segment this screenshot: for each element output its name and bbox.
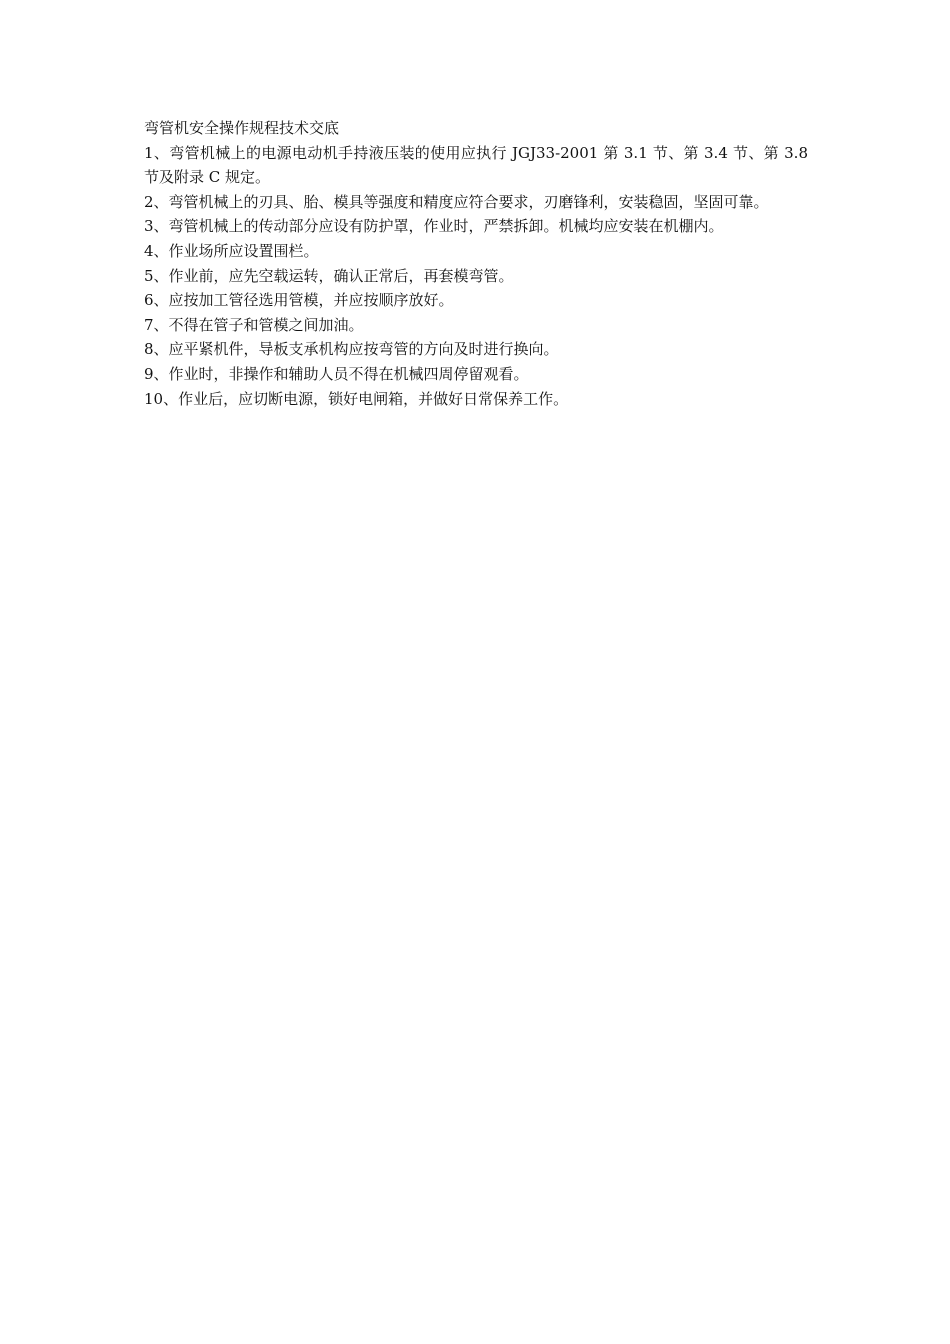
- list-item: 2、弯管机械上的刃具、胎、模具等强度和精度应符合要求，刃磨锋利，安装稳固，坚固可靠。: [144, 192, 769, 211]
- list-item: 4、作业场所应设置围栏。: [144, 241, 319, 260]
- list-item: 8、应平紧机件，导板支承机构应按弯管的方向及时进行换向。: [144, 340, 559, 359]
- list-item: 10、作业后，应切断电源，锁好电闸箱，并做好日常保养工作。: [144, 389, 569, 408]
- list-item: 5、作业前，应先空载运转，确认正常后，再套模弯管。: [144, 266, 514, 285]
- list-item: 7、不得在管子和管模之间加油。: [144, 315, 364, 334]
- list-item: 9、作业时，非操作和辅助人员不得在机械四周停留观看。: [144, 364, 529, 383]
- document-body: [144, 116, 808, 411]
- list-item: 1、弯管机械上的电源电动机手持液压装的使用应执行 JGJ33-2001 第 3.1 节、第 3.4 节、第 3.8 节及附录 C 规定。: [144, 143, 808, 187]
- list-item: 6、应按加工管径选用管模，并应按顺序放好。: [144, 291, 454, 310]
- list-item: 3、弯管机械上的传动部分应设有防护罩，作业时，严禁拆卸。机械均应安装在机棚内。: [144, 217, 724, 236]
- document-title: 弯管机安全操作规程技术交底: [144, 119, 340, 137]
